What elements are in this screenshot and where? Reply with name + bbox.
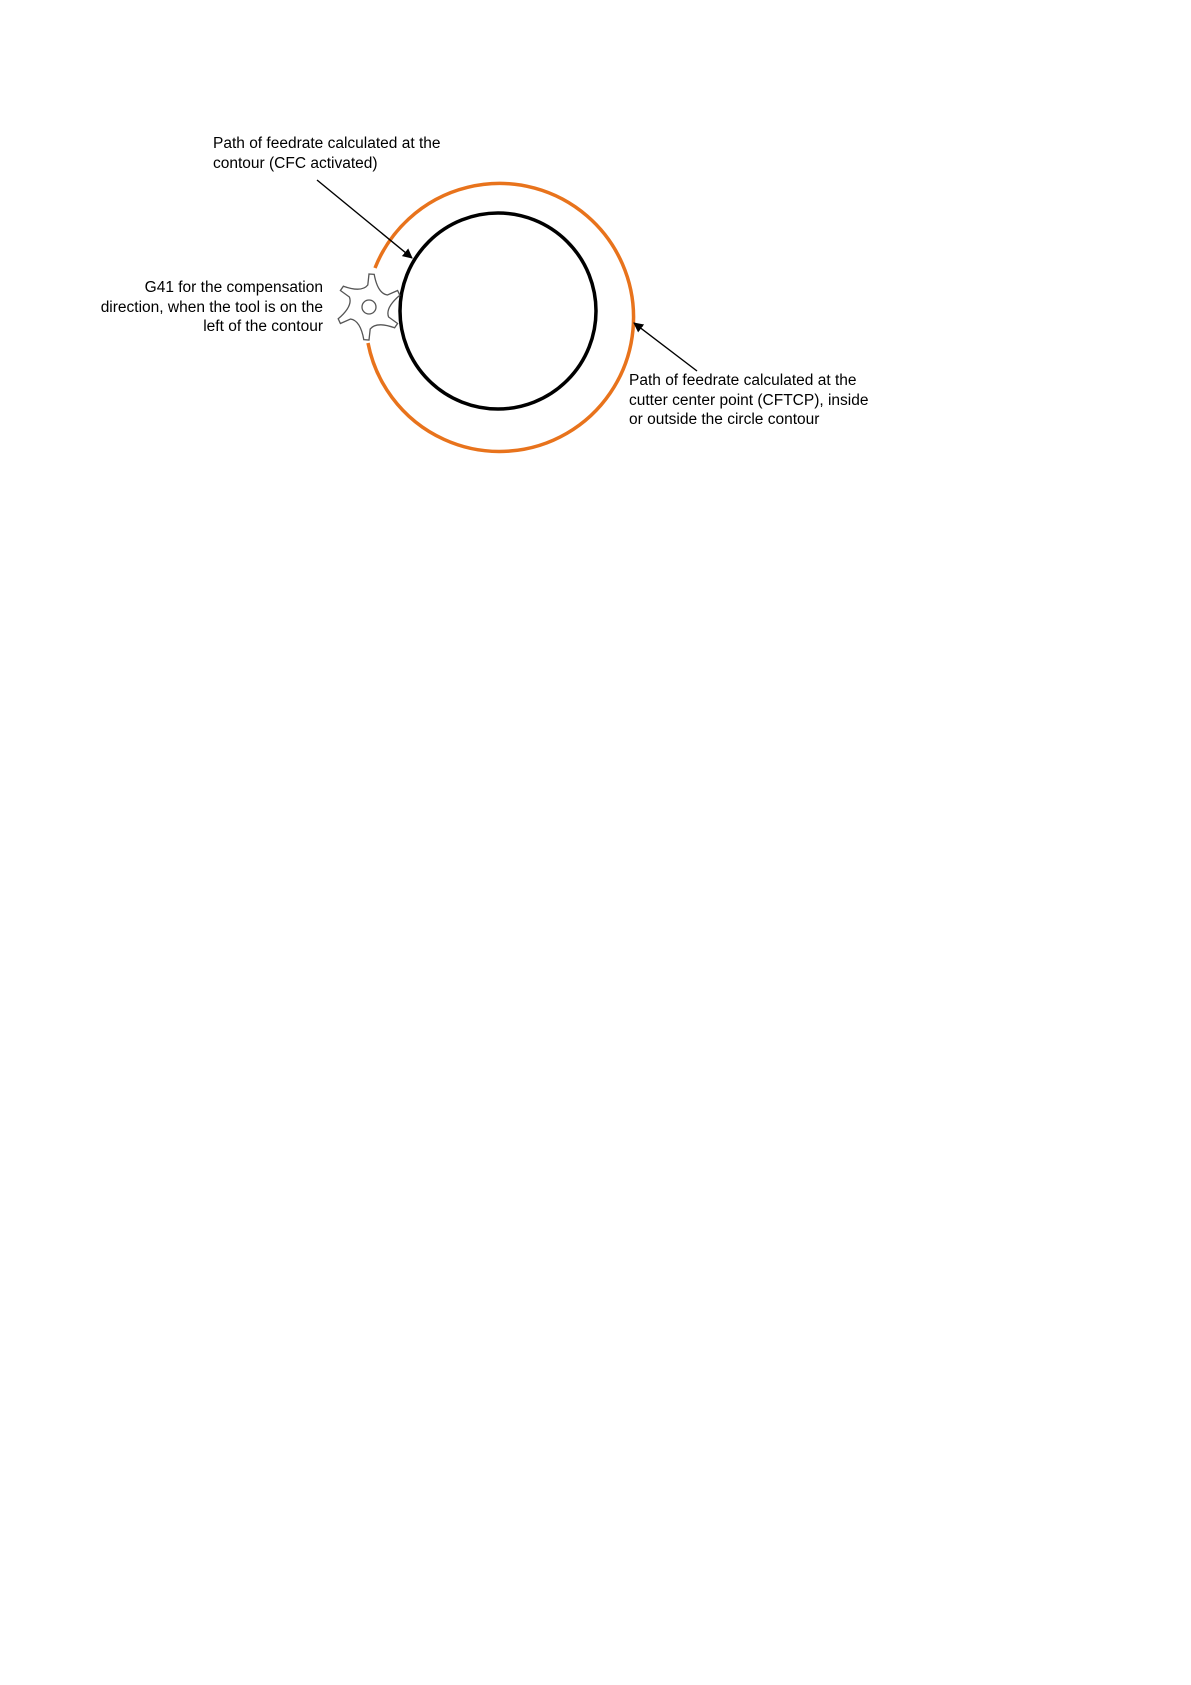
milling-cutter-icon [338,274,400,340]
label-cutter-center-line2: cutter center point (CFTCP), inside [629,391,869,409]
label-compensation-line2: direction, when the tool is on the [100,298,323,316]
arrow-contour-feedrate [317,180,412,258]
label-cutter-center-line3: or outside the circle contour [629,411,820,428]
cutter-center-path [368,183,634,451]
label-contour-feedrate [213,134,441,173]
label-compensation-line3: left of the contour [203,318,323,335]
label-cutter-center-feedrate [629,371,868,430]
label-cutter-center-line1: Path of feedrate calculated at the [629,372,857,389]
label-contour-feedrate-line1: Path of feedrate calculated at the [213,135,441,152]
arrow-cutter-center-feedrate [634,323,697,371]
label-compensation-direction [60,278,323,337]
label-compensation-line1: G41 for the compensation [144,279,323,296]
label-contour-feedrate-line2: contour (CFC activated) [213,154,378,172]
contour-circle [400,213,596,409]
